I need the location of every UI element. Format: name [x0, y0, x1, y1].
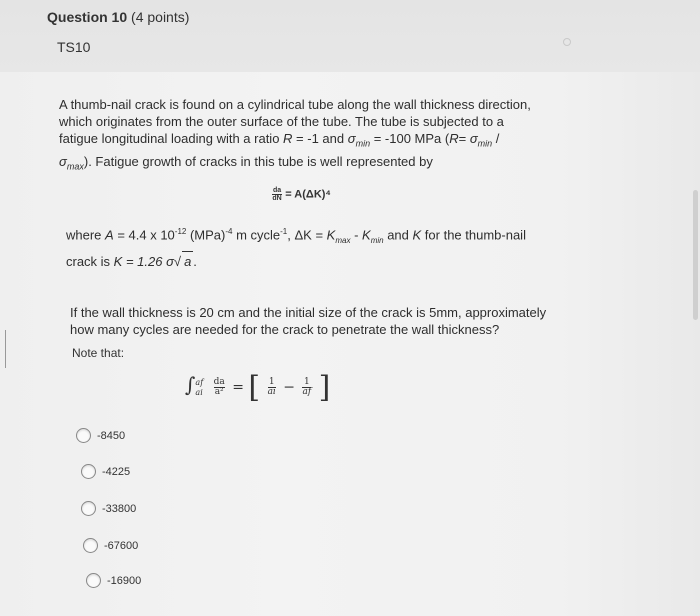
where-clause: where A = 4.4 x $10^{-12}$ (MPa)$^{-4}$ m cycle$^{-1}$, $\Delta K = K_{max} - K_{min}$ and K for the thumb-nail crack is K = 1.26 σ√ a .	[66, 222, 626, 272]
question-points: (4 points)	[131, 9, 190, 25]
answer-option[interactable]: -33800	[81, 501, 136, 516]
radio-button-icon[interactable]	[86, 573, 101, 588]
question-header	[0, 0, 700, 72]
question-prompt: If the wall thickness is 20 cm and the initial size of the crack is 5mm, approximately how many cycles are needed for the crack to penetrate the wall thickness?	[70, 305, 547, 337]
status-dot-icon	[563, 38, 571, 46]
scrollbar[interactable]	[693, 190, 698, 320]
answer-option[interactable]: -8450	[76, 428, 125, 443]
answer-option[interactable]: -67600	[83, 538, 138, 553]
integral-equation: ∫ af ai $\frac{da}{\text{a²}}$ = [ $\frac{1}{ai}$ − $\frac{1}{af}$ ]	[185, 370, 331, 405]
problem-statement: A thumb-nail crack is found on a cylindrical tube along the wall thickness direction, which originates from the outer surface of the tube. The tube is subjected to a fatigue longitudinal loading with a ratio R = -1 and $\sigma_{min} = -100$ MPa ($R= \sigma_{min}$ / $\sigma_{max}$). Fatigue growth of cracks in this tube is well represented by	[59, 97, 531, 172]
note-label: Note that:	[72, 346, 125, 360]
radio-button-icon[interactable]	[81, 501, 96, 516]
radio-button-icon[interactable]	[83, 538, 98, 553]
radio-button-icon[interactable]	[81, 464, 96, 479]
answer-option[interactable]: -16900	[86, 573, 141, 588]
question-code: TS10	[57, 39, 91, 55]
radio-button-icon[interactable]	[76, 428, 91, 443]
question-number: Question 10	[47, 9, 128, 25]
answer-option[interactable]: -4225	[81, 464, 130, 479]
left-edge-marker	[0, 330, 6, 368]
question-title	[47, 9, 189, 25]
growth-equation: $\frac{da}{dN}$ = A(ΔK)⁴	[272, 187, 331, 202]
question-body	[0, 72, 700, 616]
